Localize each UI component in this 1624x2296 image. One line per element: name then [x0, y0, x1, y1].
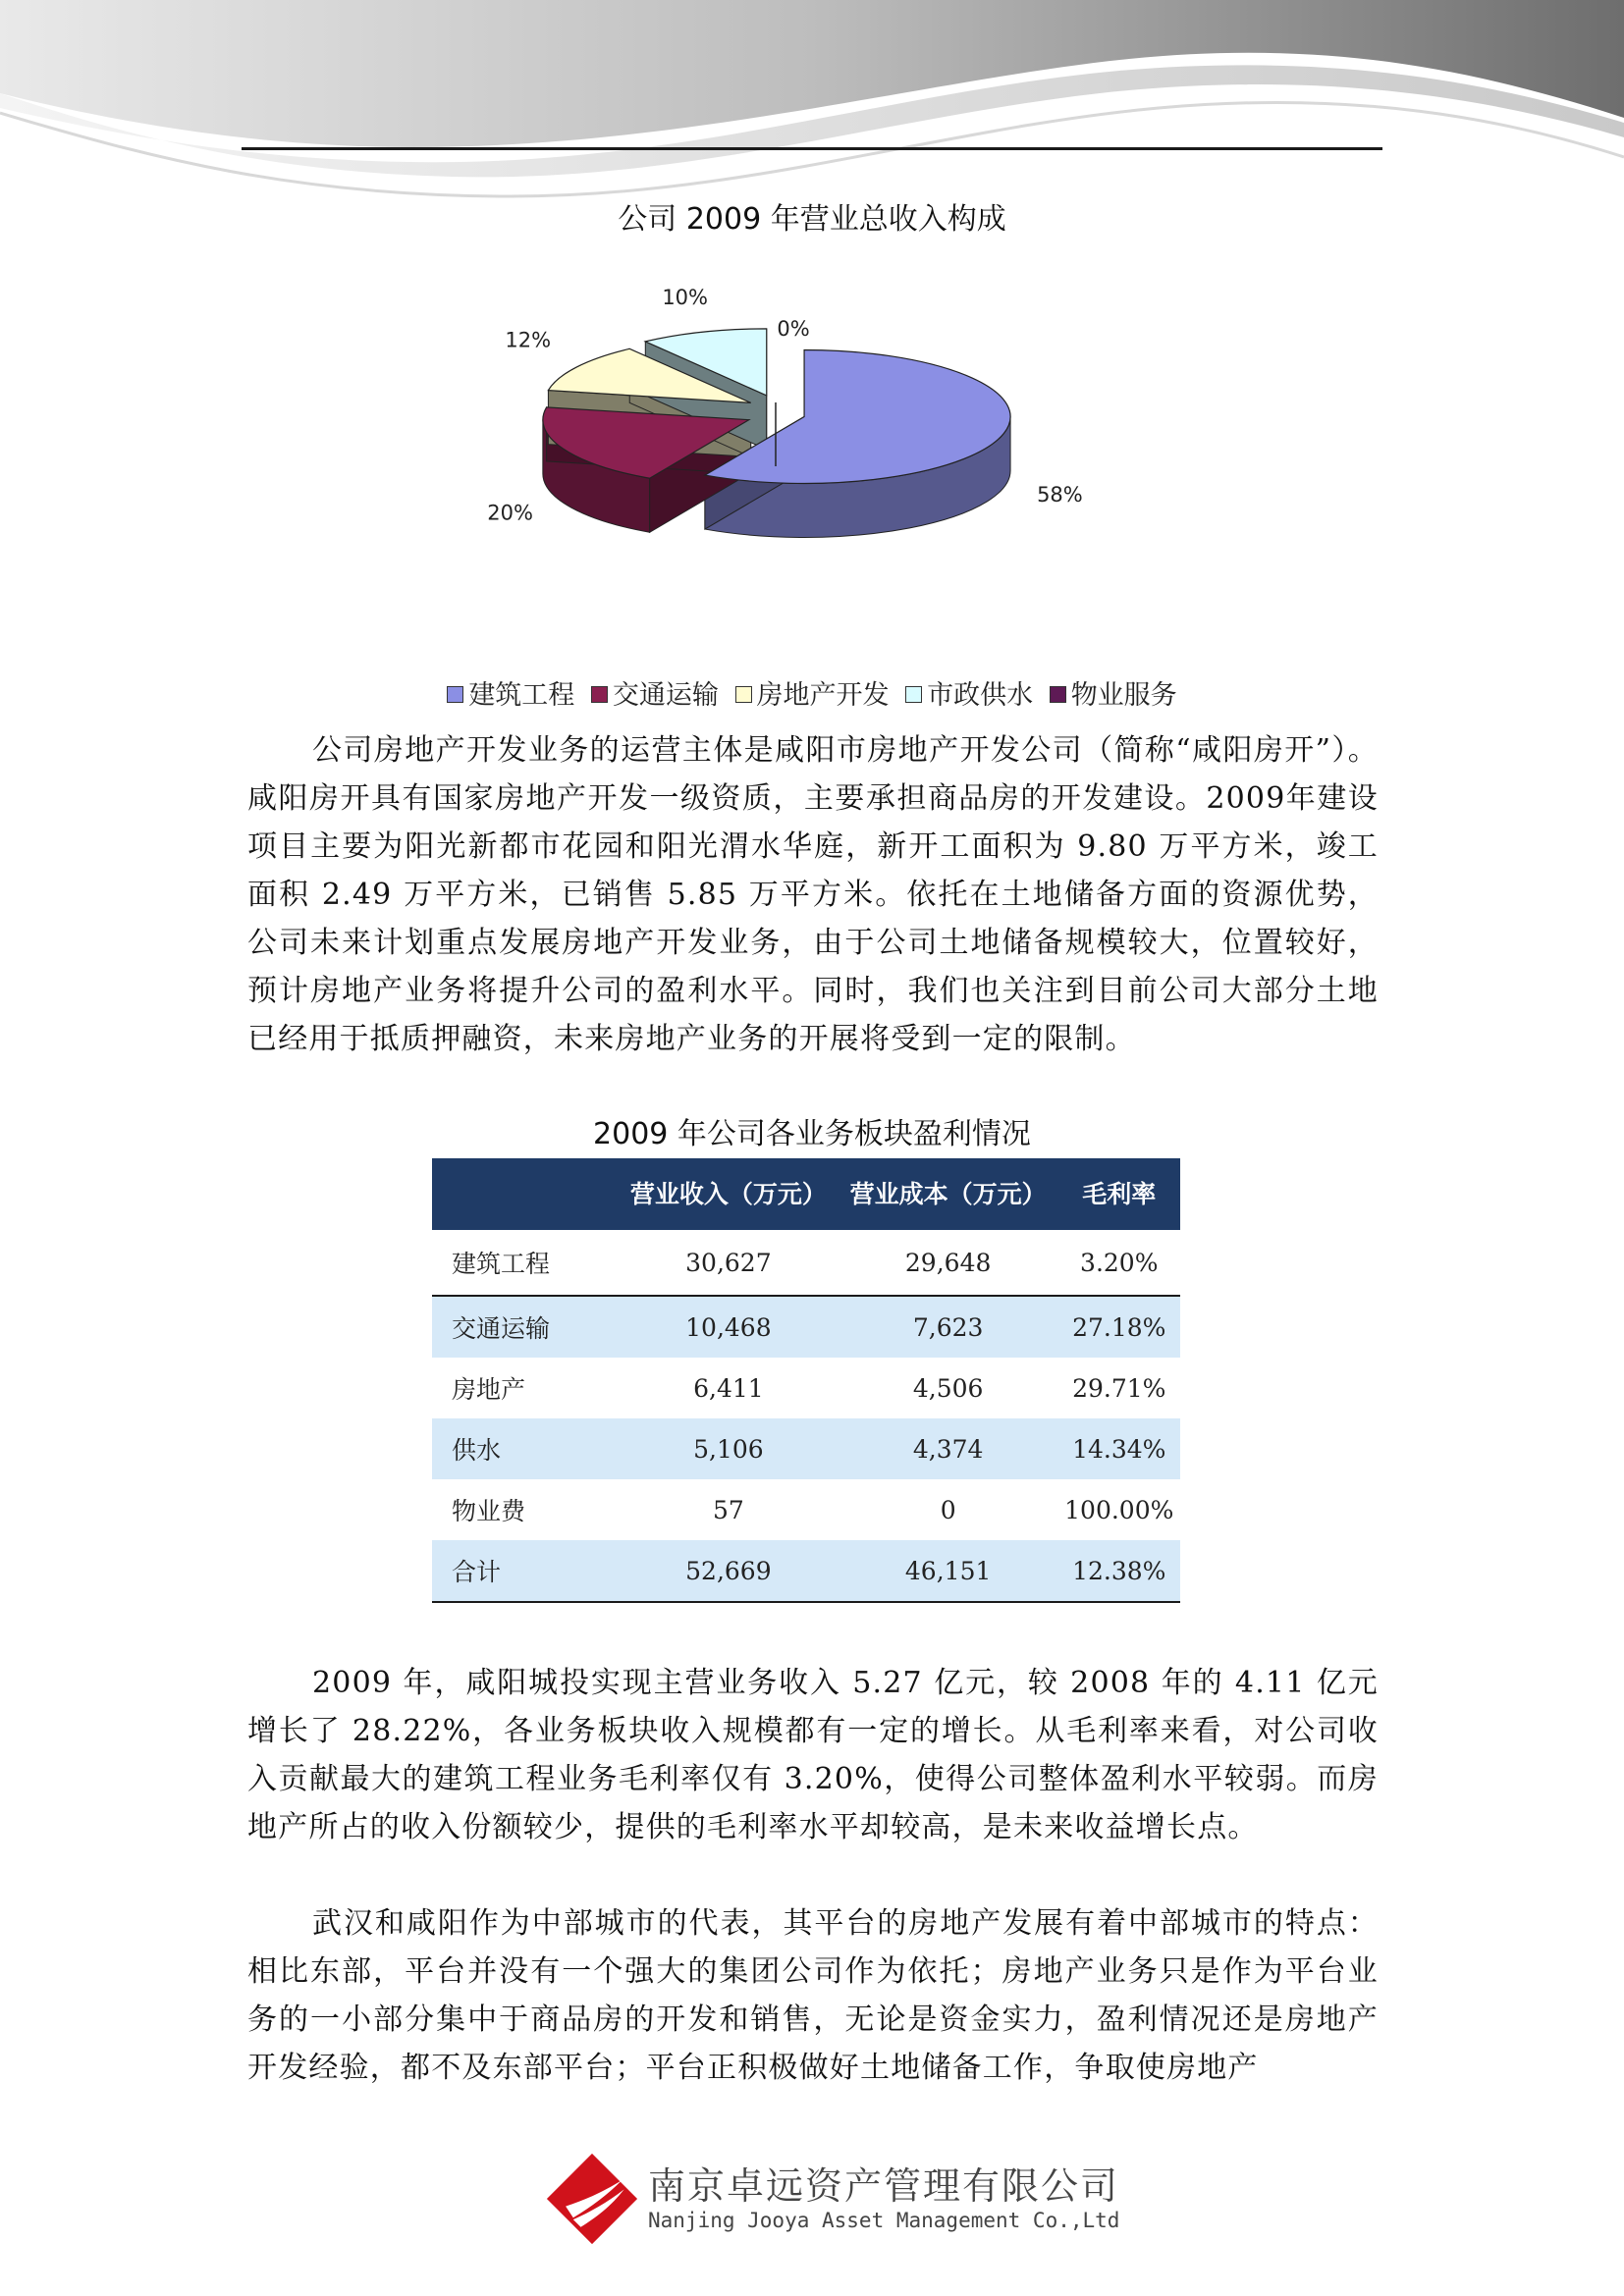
chart-legend: [0, 673, 1624, 712]
table-cell: 100.00%: [1064, 1495, 1174, 1524]
table-cell: 30,627: [619, 1230, 839, 1296]
pie-value-label: 58%: [1037, 483, 1083, 507]
table-cell: 4,506: [912, 1373, 984, 1403]
legend-item: [905, 673, 1033, 712]
table-cell: 物业费: [452, 1497, 526, 1525]
legend-swatch: [905, 686, 922, 703]
table-header-row: [432, 1158, 1180, 1230]
footer-company-name-en: Nanjing Jooya Asset Management Co.,Ltd: [648, 2209, 1120, 2232]
table-cell: 建筑工程: [432, 1230, 619, 1296]
table-row: [432, 1230, 1180, 1296]
legend-swatch: [1050, 686, 1066, 703]
body-paragraph: 2009 年，咸阳城投实现主营业务收入 5.27 亿元，较 2008 年的 4.11 亿元增长了 28.22%，各业务板块收入规模都有一定的增长。从毛利率来看，对公司收入贡献最大的建筑工程业务毛利率仅有 3.20%，使得公司整体盈利水平较弱。而房地产所占的收入份额较少，提供的毛利率水平却较高，是未来收益增长点。: [247, 1666, 1379, 1844]
table-cell: 12.38%: [1058, 1540, 1180, 1602]
legend-swatch: [735, 686, 752, 703]
pie-value-label: 12%: [505, 328, 552, 352]
legend-label: 交通运输: [612, 680, 719, 711]
table-cell: 供水: [432, 1418, 619, 1479]
table-cell: 52,669: [619, 1540, 839, 1602]
table-cell: 3.20%: [1058, 1230, 1180, 1296]
legend-label: 建筑工程: [468, 680, 575, 711]
table-row: [432, 1418, 1180, 1479]
legend-swatch: [591, 686, 608, 703]
pie-value-label: 0%: [777, 317, 810, 341]
profit-table: [432, 1158, 1180, 1603]
header-wave-decoration: [0, 0, 1624, 226]
legend-label: 房地产开发: [756, 680, 890, 711]
legend-label: 市政供水: [927, 680, 1034, 711]
legend-item: [735, 673, 890, 712]
table-cell: 房地产: [452, 1375, 526, 1404]
pie-chart: [461, 286, 1208, 560]
table-row: [432, 1479, 1180, 1540]
table-cell: 46,151: [839, 1540, 1058, 1602]
table-cell: 29,648: [839, 1230, 1058, 1296]
body-paragraph: 武汉和咸阳作为中部城市的代表，其平台的房地产发展有着中部城市的特点：相比东部，平台并没有一个强大的集团公司作为依托；房地产业务只是作为平台业务的一小部分集中于商品房的开发和销售，无论是资金实力，盈利情况还是房地产开发经验，都不及东部平台；平台正积极做好土地储备工作，争取使房地产: [247, 1906, 1379, 2085]
table-cell: 4,374: [839, 1418, 1058, 1479]
table-cell: 0: [940, 1495, 956, 1524]
legend-item: [447, 673, 574, 712]
table-row: [432, 1296, 1180, 1358]
header-rule: [242, 147, 1382, 150]
table-cell: 14.34%: [1058, 1418, 1180, 1479]
pie-value-label: 20%: [487, 501, 533, 525]
legend-swatch: [447, 686, 463, 703]
legend-label: 物业服务: [1070, 680, 1177, 711]
table-header-cell: [432, 1158, 619, 1230]
table-title: 2009 年公司各业务板块盈利情况: [593, 1117, 1031, 1151]
table-cell: 交通运输: [432, 1296, 619, 1358]
table-cell: 6,411: [693, 1373, 764, 1403]
table-header-cell: 营业收入（万元）: [629, 1180, 827, 1208]
table-header-cell: 营业成本（万元）: [849, 1180, 1047, 1208]
table-cell: 27.18%: [1058, 1296, 1180, 1358]
table-cell: 57: [712, 1495, 744, 1524]
legend-item: [1050, 673, 1177, 712]
table-header-cell: 毛利率: [1082, 1180, 1157, 1208]
table-cell: 7,623: [839, 1296, 1058, 1358]
table-cell: 29.71%: [1072, 1373, 1166, 1403]
table-cell: 合计: [432, 1540, 619, 1602]
table-cell: 5,106: [619, 1418, 839, 1479]
table-cell: 10,468: [619, 1296, 839, 1358]
table-row: [432, 1540, 1180, 1602]
company-logo: [544, 2152, 640, 2246]
body-paragraph: 公司房地产开发业务的运营主体是咸阳市房地产开发公司（简称“咸阳房开”）。咸阳房开具有国家房地产开发一级资质，主要承担商品房的开发建设。2009年建设项目主要为阳光新都市花园和阳光渭水华庭，新开工面积为 9.80 万平方米，竣工面积 2.49 万平方米，已销售 5.85 万平方米。依托在土地储备方面的资源优势，公司未来计划重点发展房地产开发业务，由于公司土地储备规模较大，位置较好，预计房地产业务将提升公司的盈利水平。同时，我们也关注到目前公司大部分土地已经用于抵质押融资，未来房地产业务的开展将受到一定的限制。: [247, 733, 1379, 1056]
pie-value-label: 10%: [662, 286, 709, 310]
footer-company-name-cn: 南京卓远资产管理有限公司: [648, 2164, 1120, 2208]
chart-title: 公司 2009 年营业总收入构成: [618, 202, 1006, 237]
legend-item: [591, 673, 719, 712]
table-row: [432, 1358, 1180, 1418]
